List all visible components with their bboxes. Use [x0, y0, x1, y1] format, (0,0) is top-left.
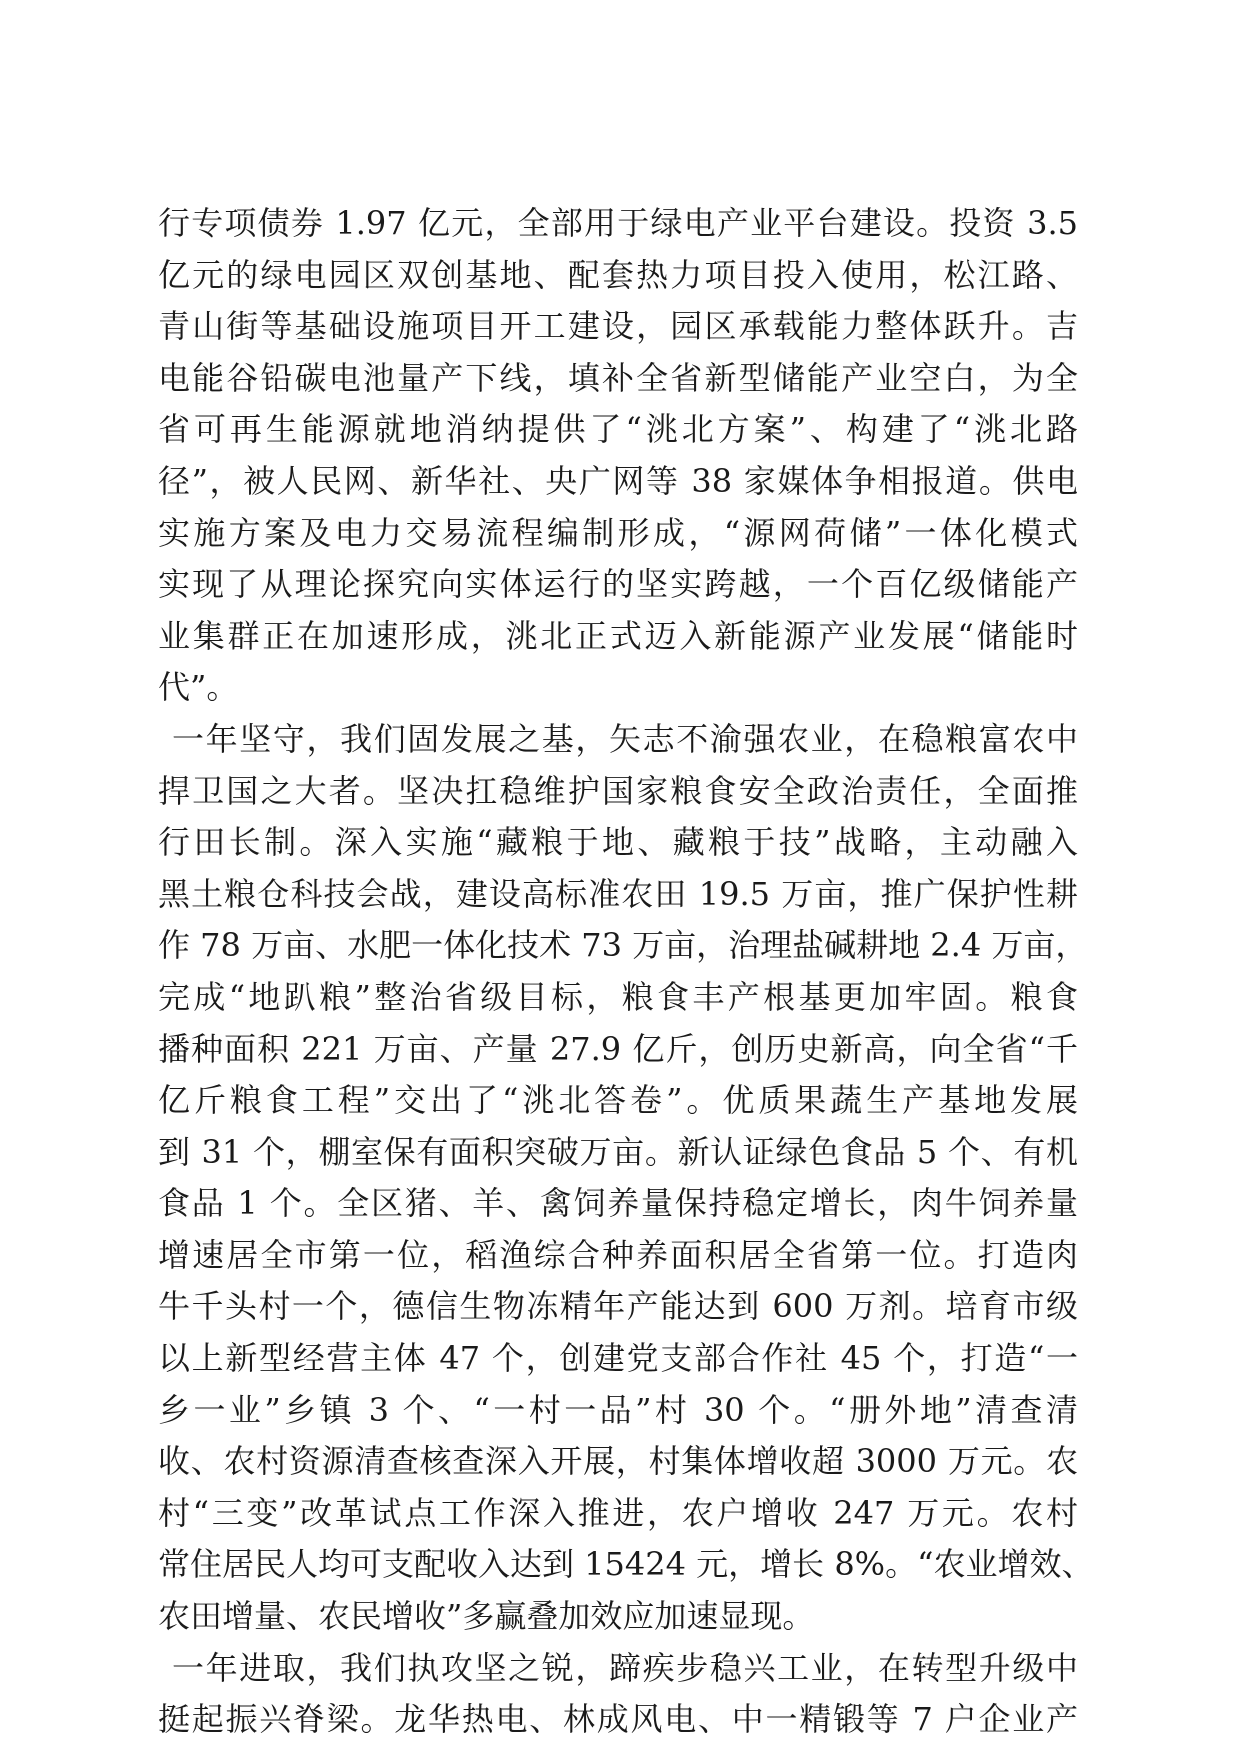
text-line: 挺起振兴脊梁。龙华热电、林成风电、中一精锻等 7 户企业产 [158, 1700, 1078, 1739]
text-line: 农田增量、农民增收”多赢叠加效应加速显现。 [158, 1597, 815, 1636]
text-line: 行田长制。深入实施“藏粮于地、藏粮于技”战略，主动融入 [158, 823, 1078, 862]
text-line: 牛千头村一个，德信生物冻精年产能达到 600 万剂。培育市级 [158, 1287, 1078, 1326]
paragraph-start-line: 一年坚守，我们固发展之基，矢志不渝强农业，在稳粮富农中 [172, 719, 1078, 758]
text-line: 亿元的绿电园区双创基地、配套热力项目投入使用，松江路、 [158, 255, 1078, 294]
text-line: 到 31 个，棚室保有面积突破万亩。新认证绿色食品 5 个、有机 [158, 1132, 1078, 1171]
text-line: 径”，被人民网、新华社、央广网等 38 家媒体争相报道。供电 [158, 461, 1078, 500]
text-line: 作 78 万亩、水肥一体化技术 73 万亩，治理盐碱耕地 2.4 万亩， [158, 926, 1088, 965]
text-line: 常住居民人均可支配收入达到 15424 元，增长 8%。“农业增效、 [158, 1545, 1094, 1584]
body-text [158, 198, 1094, 1746]
text-line: 以上新型经营主体 47 个，创建党支部合作社 45 个，打造“一 [158, 1339, 1078, 1378]
text-line: 播种面积 221 万亩、产量 27.9 亿斤，创历史新高，向全省“千 [158, 1029, 1078, 1068]
text-line: 完成“地趴粮”整治省级目标，粮食丰产根基更加牢固。粮食 [158, 977, 1078, 1016]
text-line: 收、农村资源清查核查深入开展，村集体增收超 3000 万元。农 [158, 1442, 1078, 1481]
text-line: 实施方案及电力交易流程编制形成，“源网荷储”一体化模式 [158, 513, 1078, 552]
text-line: 捍卫国之大者。坚决扛稳维护国家粮食安全政治责任，全面推 [158, 771, 1078, 810]
text-line: 代”。 [158, 668, 239, 707]
paragraph-start-line: 一年进取，我们执攻坚之锐，蹄疾步稳兴工业，在转型升级中 [172, 1648, 1078, 1687]
text-line: 实现了从理论探究向实体运行的坚实跨越，一个百亿级储能产 [158, 565, 1078, 604]
text-line: 乡一业”乡镇 3 个、“一村一品”村 30 个。“册外地”清查清 [158, 1390, 1078, 1429]
text-line: 黑土粮仓科技会战，建设高标准农田 19.5 万亩，推广保护性耕 [158, 874, 1078, 913]
text-line: 增速居全市第一位，稻渔综合种养面积居全省第一位。打造肉 [158, 1235, 1078, 1274]
text-line: 亿斤粮食工程”交出了“洮北答卷”。优质果蔬生产基地发展 [158, 1081, 1078, 1120]
text-line: 食品 1 个。全区猪、羊、禽饲养量保持稳定增长，肉牛饲养量 [158, 1184, 1078, 1223]
text-line: 青山街等基础设施项目开工建设，园区承载能力整体跃升。吉 [158, 307, 1078, 346]
text-line: 电能谷铅碳电池量产下线，填补全省新型储能产业空白，为全 [158, 358, 1078, 397]
text-line: 业集群正在加速形成，洮北正式迈入新能源产业发展“储能时 [158, 616, 1078, 655]
text-line: 省可再生能源就地消纳提供了“洮北方案”、构建了“洮北路 [158, 410, 1078, 449]
text-line: 行专项债券 1.97 亿元，全部用于绿电产业平台建设。投资 3.5 [158, 204, 1078, 242]
text-line: 村“三变”改革试点工作深入推进，农户增收 247 万元。农村 [158, 1493, 1078, 1532]
